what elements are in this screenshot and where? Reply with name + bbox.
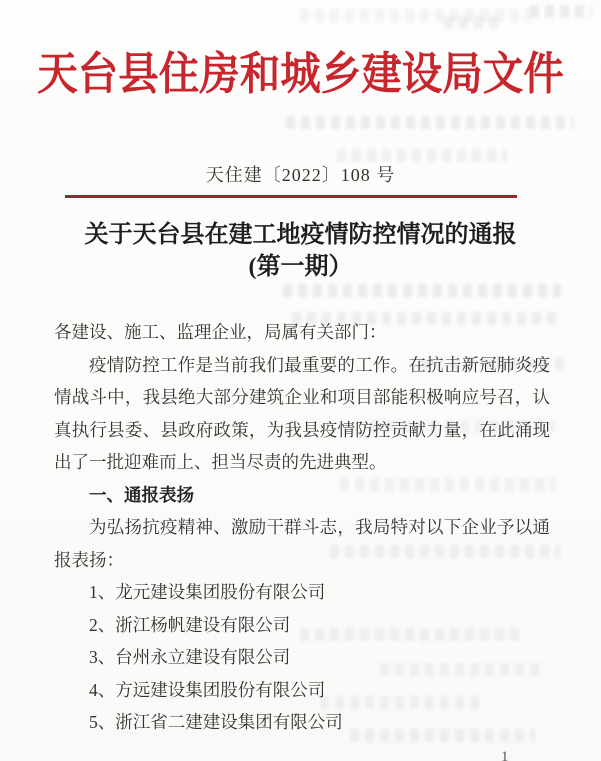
salutation: 各建设、施工、监理企业，局属有关部门：: [54, 322, 387, 342]
paragraph-commendation-intro: 为弘扬抗疫精神、激励干群斗志，我局特对以下企业予以通报表扬：: [54, 517, 550, 570]
company-list-item: 5、浙江省二建建设集团有限公司: [89, 712, 343, 732]
document-title-line2: (第一期）: [248, 254, 353, 280]
bleed-through-artifact: [300, 9, 530, 22]
document-number: 天住建〔2022〕108 号: [205, 165, 396, 185]
bleed-through-artifact: [444, 16, 504, 29]
bleed-through-artifact: [286, 116, 574, 129]
paragraph-epidemic-intro: 疫情防控工作是当前我们最重要的工作。在抗击新冠肺炎疫情战斗中，我县绝大部分建筑企业和项目部能积极响应号召，认真执行县委、县政府政策，为我县疫情防控贡献力量，在此涌现出了一批迎难而上、担当尽责的先进典型。: [54, 354, 550, 472]
company-list-item: 1、龙元建设集团股份有限公司: [89, 582, 326, 602]
company-list-item: 4、方远建设集团股份有限公司: [89, 679, 326, 700]
document-body: [54, 316, 550, 739]
bleed-through-artifact: [530, 5, 592, 18]
company-list-item: 2、浙江杨帆建设有限公司: [89, 614, 291, 635]
page-number: 1: [501, 749, 509, 761]
agency-letterhead-title: 天台县住房和城乡建设局文件: [37, 49, 564, 99]
company-list-item: 3、台州永立建设有限公司: [89, 647, 291, 667]
section-heading-commendation: 一、通报表扬: [89, 484, 194, 505]
document-title-line1: 关于天台县在建工地疫情防控情况的通报: [84, 222, 517, 248]
red-divider-line: [65, 195, 517, 198]
document-title: [0, 219, 601, 283]
bleed-through-artifact: [283, 284, 561, 297]
commended-company-list: [54, 576, 550, 739]
